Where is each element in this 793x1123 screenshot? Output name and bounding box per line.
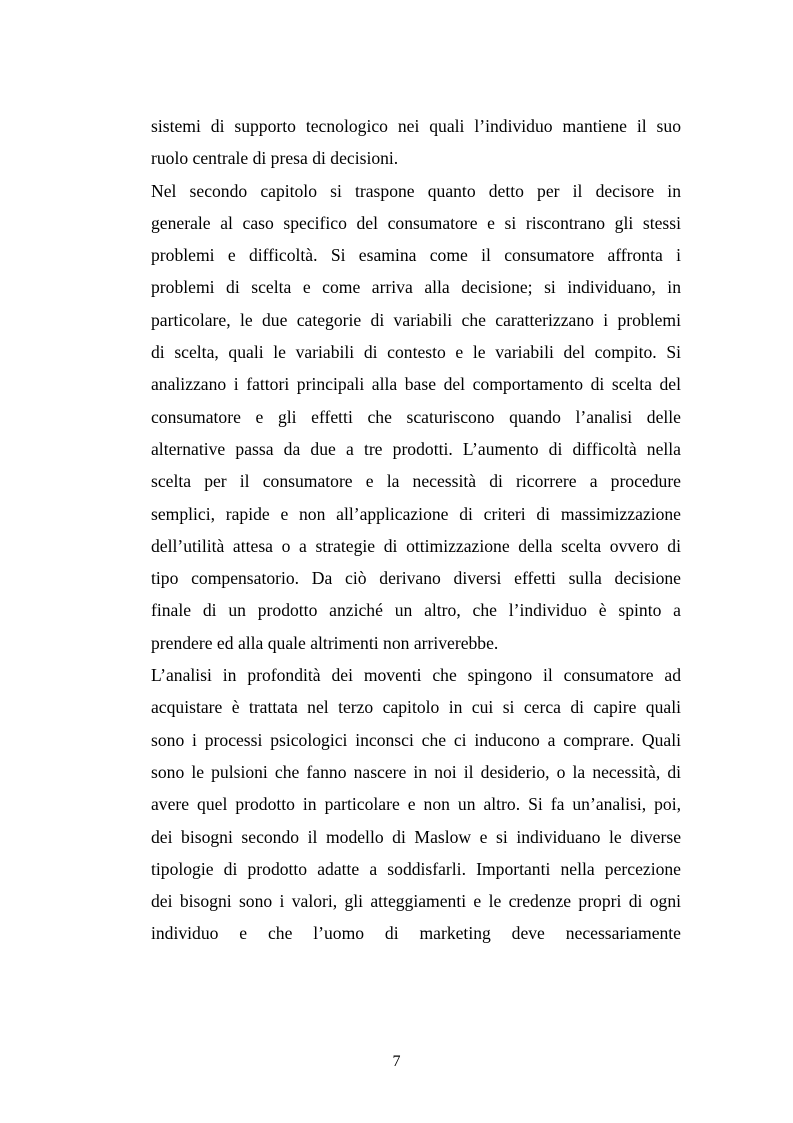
text-line: L’analisi in profondità dei moventi che spingono il consumatore ad	[151, 665, 681, 686]
page-number: 7	[392, 1053, 401, 1070]
text-line: sistemi di supporto tecnologico nei quali l’individuo mantiene il suo	[151, 116, 681, 136]
text-line: consumatore e gli effetti che scaturiscono quando l’analisi delle	[151, 406, 681, 427]
text-line: tipo compensatorio. Da ciò derivano diversi effetti sulla decisione	[151, 568, 681, 589]
text-line: individuo e che l’uomo di marketing deve necessariamente	[151, 923, 681, 944]
text-line: alternative passa da due a tre prodotti. L’aumento di difficoltà nella	[151, 438, 681, 459]
text-line: avere quel prodotto in particolare e non un altro. Si fa un’analisi, poi,	[151, 794, 681, 815]
text-line: ruolo centrale di presa di decisioni.	[151, 148, 399, 169]
text-line: Nel secondo capitolo si traspone quanto detto per il decisore in	[151, 180, 681, 201]
text-line: di scelta, quali le variabili di contesto e le variabili del compito. Si	[151, 342, 681, 363]
text-line: generale al caso specifico del consumatore e si riscontrano gli stessi	[151, 212, 681, 233]
text-line: acquistare è trattata nel terzo capitolo in cui si cerca di capire quali	[151, 697, 681, 718]
text-line: dei bisogni secondo il modello di Maslow e si individuano le diverse	[151, 826, 681, 847]
text-line: sono le pulsioni che fanno nascere in noi il desiderio, o la necessità, di	[151, 761, 681, 782]
text-line: sono i processi psicologici inconsci che ci inducono a comprare. Quali	[151, 729, 681, 750]
text-line: dell’utilità attesa o a strategie di ottimizzazione della scelta ovvero di	[151, 535, 681, 556]
text-line: dei bisogni sono i valori, gli atteggiamenti e le credenze propri di ogni	[151, 891, 681, 912]
text-line: problemi e difficoltà. Si esamina come il consumatore affronta i	[151, 245, 681, 266]
text-line: finale di un prodotto anziché un altro, che l’individuo è spinto a	[151, 600, 681, 621]
text-line: problemi di scelta e come arriva alla decisione; si individuano, in	[151, 277, 681, 298]
text-line: prendere ed alla quale altrimenti non arriverebbe.	[151, 632, 499, 653]
text-line: analizzano i fattori principali alla base del comportamento di scelta del	[151, 374, 681, 395]
text-line: tipologie di prodotto adatte a soddisfarli. Importanti nella percezione	[151, 858, 681, 879]
text-line: semplici, rapide e non all’applicazione di criteri di massimizzazione	[151, 503, 681, 524]
document-body	[151, 110, 681, 950]
text-line: scelta per il consumatore e la necessità di ricorrere a procedure	[151, 471, 681, 492]
text-line: particolare, le due categorie di variabili che caratterizzano i problemi	[151, 309, 681, 330]
